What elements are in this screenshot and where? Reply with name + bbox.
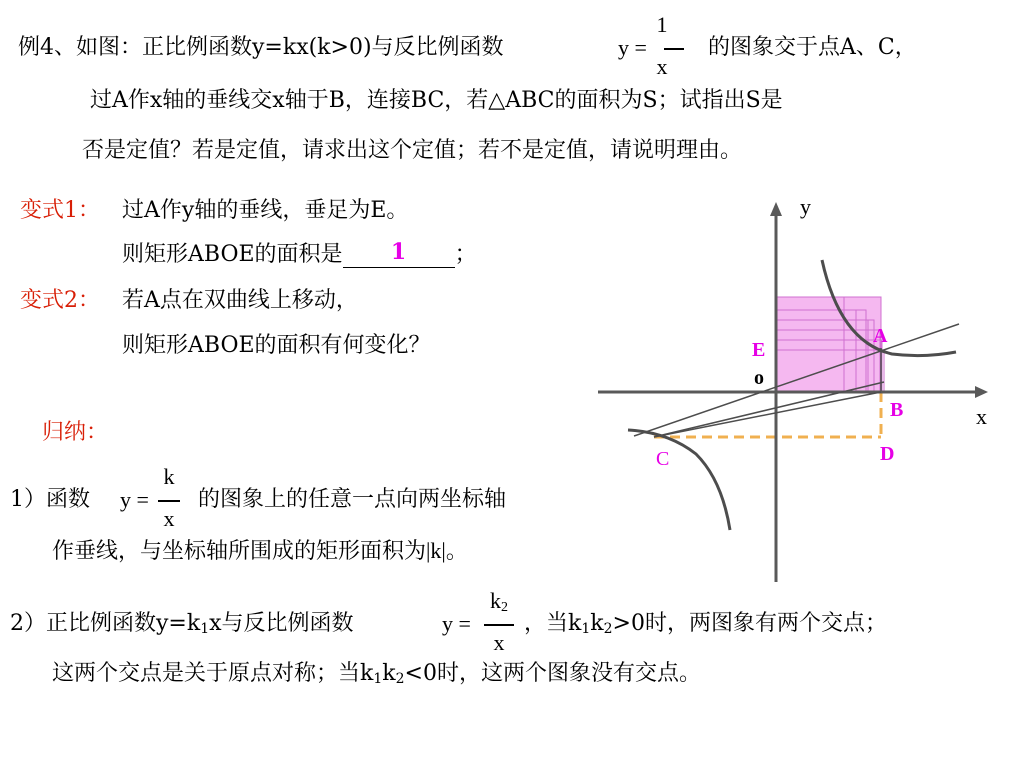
example-line1-b: 的图象交于点A、C， <box>708 35 917 60</box>
sub-k2c: 2 <box>395 671 405 687</box>
summary-item1-c-line <box>52 538 468 565</box>
hyperbola-branch-third-quadrant <box>628 430 730 530</box>
sub-k1: 1 <box>200 621 210 637</box>
summary-item1-d: 。 <box>445 539 468 564</box>
fraction-y-equals: y = <box>120 487 149 512</box>
summary-item2 <box>10 611 354 642</box>
fraction-denominator: x <box>163 506 175 531</box>
label-e: E <box>752 339 766 361</box>
fraction-numerator-k: k <box>490 588 501 613</box>
variant1-line2-text: 则矩形ABOE的面积是 <box>122 242 343 267</box>
hyperbola-figure <box>594 192 1024 592</box>
summary-item2-e: >0时，两图象有两个交点； <box>612 611 887 636</box>
summary-item2-b: x与反比例函数 <box>209 611 354 636</box>
fraction-bar <box>664 48 684 50</box>
answer-blank <box>343 239 455 268</box>
fraction-bar <box>158 500 180 502</box>
sub-k2: 2 <box>603 621 613 637</box>
answer-value: 1 <box>390 239 407 265</box>
summary-item2-d: k <box>590 611 604 636</box>
variant2-line1: 若A点在双曲线上移动， <box>122 288 358 313</box>
summary-item2-a: 2）正比例函数y=k <box>10 611 201 636</box>
fraction-k-over-x <box>120 464 190 536</box>
y-axis-arrow <box>770 202 782 216</box>
rectangle-aboe <box>776 297 881 392</box>
fraction-y-equals: y = <box>618 35 647 60</box>
fraction-y-equals: y = <box>442 611 471 636</box>
fraction-bar <box>484 624 514 626</box>
summary-item1-a: 1）函数 <box>10 487 90 512</box>
fraction-denominator: x <box>656 54 668 79</box>
fraction-numerator-sub: 2 <box>501 600 508 615</box>
fraction-numerator: k <box>163 464 175 489</box>
line-cb <box>654 392 881 437</box>
summary-item3 <box>52 661 701 692</box>
example-line2: 过A作x轴的垂线交x轴于B，连接BC，若△ABC的面积为S；试指出S是 <box>90 88 783 113</box>
summary-item3-b: k <box>382 661 396 686</box>
example-line3: 否是定值？若是定值，请求出这个定值；若不是定值，请说明理由。 <box>82 138 743 163</box>
fraction-numerator: 1 <box>656 12 668 37</box>
label-a: A <box>873 325 888 347</box>
summary-label: 归纳： <box>42 420 109 445</box>
abs-k: |k| <box>426 538 446 563</box>
summary-item1-b: 的图象上的任意一点向两坐标轴 <box>198 487 507 512</box>
summary-item2-tail <box>524 611 887 642</box>
label-o: o <box>754 367 764 389</box>
fraction-denominator: x <box>493 630 505 655</box>
variant1-line1: 过A作y轴的垂线，垂足为E。 <box>122 198 409 223</box>
label-b: B <box>890 399 904 421</box>
fraction-k2-over-x <box>442 588 522 660</box>
summary-item3-c: <0时，这两个图象没有交点。 <box>404 661 701 686</box>
label-y: y <box>800 194 811 219</box>
example-line1-a: 例4、如图：正比例函数y=kx(k>0)与反比例函数 <box>18 35 504 60</box>
summary-item3-a: 这两个交点是关于原点对称；当k <box>52 661 374 686</box>
fraction-1-over-x <box>618 12 688 84</box>
label-c: C <box>656 448 670 470</box>
variant2-label: 变式2： <box>20 288 100 313</box>
variant1-label: 变式1： <box>20 198 100 223</box>
variant1-line2-end: ； <box>454 242 477 267</box>
fraction-numerator <box>480 588 518 616</box>
x-axis-arrow <box>975 386 988 398</box>
summary-item2-c: ，当k <box>524 611 582 636</box>
variant1-line2 <box>122 239 477 268</box>
variant2-line2: 则矩形ABOE的面积有何变化？ <box>122 333 431 358</box>
sub-k1b: 1 <box>581 621 591 637</box>
summary-item1-c: 作垂线，与坐标轴所围成的矩形面积为 <box>52 539 427 564</box>
sub-k1c: 1 <box>373 671 383 687</box>
label-x: x <box>976 404 987 429</box>
label-d: D <box>880 443 895 465</box>
